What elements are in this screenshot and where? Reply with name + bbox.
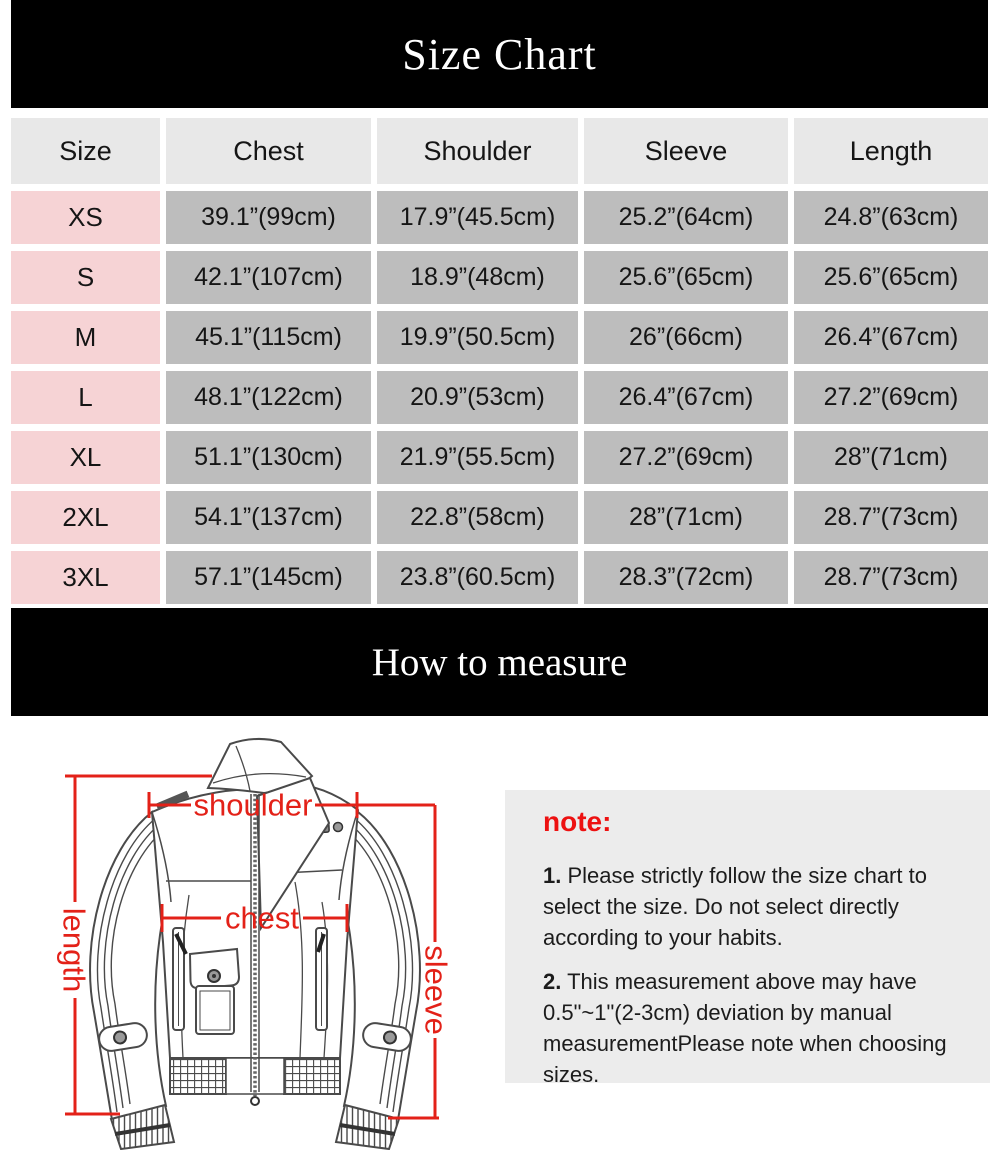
note-item-number: 1. bbox=[543, 863, 562, 888]
chest-cell: 48.1”(122cm) bbox=[166, 371, 371, 424]
chest-cell: 51.1”(130cm) bbox=[166, 431, 371, 484]
chest-cell: 45.1”(115cm) bbox=[166, 311, 371, 364]
column-header-length: Length bbox=[794, 118, 988, 184]
size-cell: 3XL bbox=[11, 551, 160, 604]
shoulder-cell: 18.9”(48cm) bbox=[377, 251, 578, 304]
note-panel bbox=[505, 790, 990, 1087]
size-cell: 2XL bbox=[11, 491, 160, 544]
size-cell: L bbox=[11, 371, 160, 424]
sleeve-cell: 27.2”(69cm) bbox=[584, 431, 788, 484]
note-item bbox=[543, 966, 966, 1090]
chest-label: chest bbox=[224, 900, 300, 936]
column-header-shoulder: Shoulder bbox=[377, 118, 578, 184]
length-cell: 24.8”(63cm) bbox=[794, 191, 988, 244]
shoulder-cell: 21.9”(55.5cm) bbox=[377, 431, 578, 484]
shoulder-cell: 17.9”(45.5cm) bbox=[377, 191, 578, 244]
sleeve-cell: 26”(66cm) bbox=[584, 311, 788, 364]
sleeve-cell: 25.2”(64cm) bbox=[584, 191, 788, 244]
sleeve-cell: 28.3”(72cm) bbox=[584, 551, 788, 604]
column-header-chest: Chest bbox=[166, 118, 371, 184]
chest-cell: 57.1”(145cm) bbox=[166, 551, 371, 604]
chest-cell: 42.1”(107cm) bbox=[166, 251, 371, 304]
note-item-text: This measurement above may have 0.5"~1"(2-3cm) deviation by manual measurementPlease note when choosing sizes. bbox=[543, 969, 947, 1087]
length-cell: 28”(71cm) bbox=[794, 431, 988, 484]
shoulder-cell: 20.9”(53cm) bbox=[377, 371, 578, 424]
column-header-size: Size bbox=[11, 118, 160, 184]
chest-cell: 39.1”(99cm) bbox=[166, 191, 371, 244]
size-table bbox=[11, 118, 988, 604]
length-cell: 25.6”(65cm) bbox=[794, 251, 988, 304]
shoulder-label: shoulder bbox=[193, 787, 313, 823]
note-title: note: bbox=[543, 806, 612, 837]
sleeve-label: sleeve bbox=[418, 945, 454, 1035]
length-cell: 27.2”(69cm) bbox=[794, 371, 988, 424]
size-chart-banner bbox=[11, 0, 988, 108]
note-item-text: Please strictly follow the size chart to select the size. Do not select directly according to your habits. bbox=[543, 863, 927, 950]
size-chart-title: Size Chart bbox=[402, 29, 597, 79]
shoulder-cell: 19.9”(50.5cm) bbox=[377, 311, 578, 364]
note-item-number: 2. bbox=[543, 969, 562, 994]
note-item bbox=[543, 860, 966, 953]
how-to-measure-title: How to measure bbox=[371, 640, 628, 684]
size-cell: M bbox=[11, 311, 160, 364]
sleeve-cell: 26.4”(67cm) bbox=[584, 371, 788, 424]
sleeve-cell: 25.6”(65cm) bbox=[584, 251, 788, 304]
size-cell: XS bbox=[11, 191, 160, 244]
how-to-measure-banner bbox=[11, 608, 988, 716]
size-cell: S bbox=[11, 251, 160, 304]
length-cell: 26.4”(67cm) bbox=[794, 311, 988, 364]
chest-cell: 54.1”(137cm) bbox=[166, 491, 371, 544]
shoulder-cell: 23.8”(60.5cm) bbox=[377, 551, 578, 604]
length-cell: 28.7”(73cm) bbox=[794, 491, 988, 544]
length-cell: 28.7”(73cm) bbox=[794, 551, 988, 604]
length-label: length bbox=[56, 907, 92, 993]
sleeve-cell: 28”(71cm) bbox=[584, 491, 788, 544]
size-cell: XL bbox=[11, 431, 160, 484]
column-header-sleeve: Sleeve bbox=[584, 118, 788, 184]
jacket-diagram bbox=[40, 730, 500, 1150]
shoulder-cell: 22.8”(58cm) bbox=[377, 491, 578, 544]
